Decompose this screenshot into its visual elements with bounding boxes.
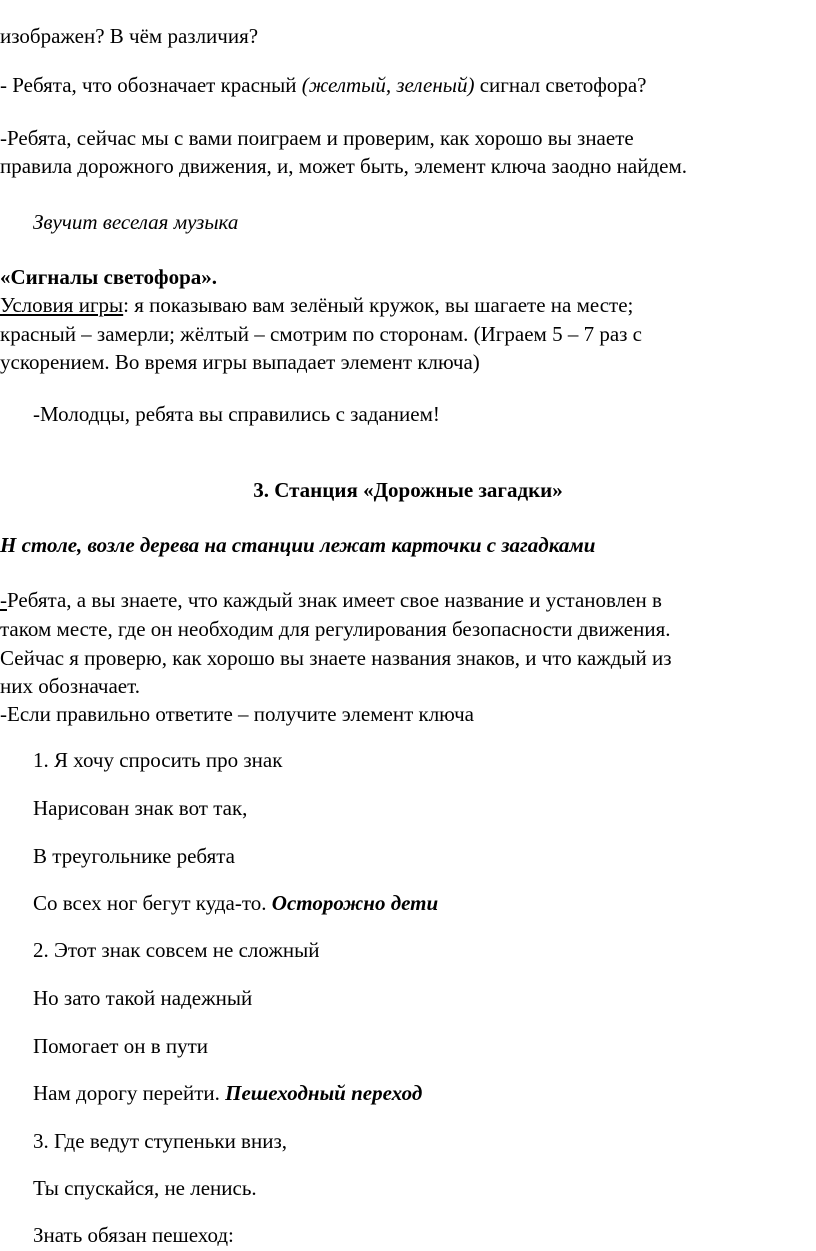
paragraph-line: ускорением. Во время игры выпадает элемент ключа) xyxy=(0,350,480,374)
text-run: сигнал светофора? xyxy=(474,73,647,97)
game-title: «Сигналы светофора». xyxy=(0,265,217,289)
riddle-line: Ты спускайся, не ленись. xyxy=(33,1176,257,1200)
text-run: : я показываю вам зелёный кружок, вы шагаете на месте; xyxy=(123,293,634,317)
paragraph-line: Сейчас я проверю, как хорошо вы знаете названия знаков, и что каждый из xyxy=(0,646,672,670)
italic-text-run: (желтый, зеленый) xyxy=(301,73,475,97)
stage-direction: Н столе, возле дерева на станции лежат карточки с загадками xyxy=(0,533,596,557)
text-run: Нам дорогу перейти. xyxy=(33,1081,226,1105)
riddle-line: 1. Я хочу спросить про знак xyxy=(33,748,283,772)
stage-direction: Звучит веселая музыка xyxy=(33,210,239,234)
underlined-text-run: Условия игры xyxy=(0,293,124,317)
paragraph-line: красный – замерли; жёлтый – смотрим по сторонам. (Играем 5 – 7 раз с xyxy=(0,322,643,346)
paragraph-line: правила дорожного движения, и, может быть, элемент ключа заодно найдем. xyxy=(0,154,688,178)
paragraph-line: -Ребята, сейчас мы с вами поиграем и проверим, как хорошо вы знаете xyxy=(0,126,634,150)
underlined-text-run: - xyxy=(0,588,7,612)
section-heading: 3. Станция «Дорожные загадки» xyxy=(253,478,563,502)
riddle-line: 3. Где ведут ступеньки вниз, xyxy=(33,1129,287,1153)
riddle-line: 2. Этот знак совсем не сложный xyxy=(33,938,320,962)
riddle-line: В треугольнике ребята xyxy=(33,844,235,868)
paragraph-line: -Если правильно ответите – получите элемент ключа xyxy=(0,702,474,726)
paragraph-line: изображен? В чём различия? xyxy=(0,24,259,48)
riddle-answer: Пешеходный переход xyxy=(225,1081,423,1105)
text-run: Со всех ног бегут куда-то. xyxy=(33,891,272,915)
riddle-line: Но зато такой надежный xyxy=(33,986,253,1010)
paragraph-line: -Молодцы, ребята вы справились с заданием! xyxy=(33,402,440,426)
text-run: Ребята, а вы знаете, что каждый знак имеет свое название и установлен в xyxy=(7,588,662,612)
paragraph-line xyxy=(0,73,646,97)
riddle-line xyxy=(33,891,438,915)
riddle-line xyxy=(33,1081,422,1105)
paragraph-line: них обозначает. xyxy=(0,674,140,698)
paragraph-line xyxy=(0,588,662,612)
text-run: - Ребята, что обозначает красный xyxy=(0,73,302,97)
riddle-line: Помогает он в пути xyxy=(33,1034,209,1058)
paragraph-line xyxy=(0,293,633,317)
riddle-line: Нарисован знак вот так, xyxy=(33,796,248,820)
riddle-answer: Осторожно дети xyxy=(271,891,439,915)
riddle-line: Знать обязан пешеход: xyxy=(33,1223,234,1247)
paragraph-line: таком месте, где он необходим для регулирования безопасности движения. xyxy=(0,617,671,641)
